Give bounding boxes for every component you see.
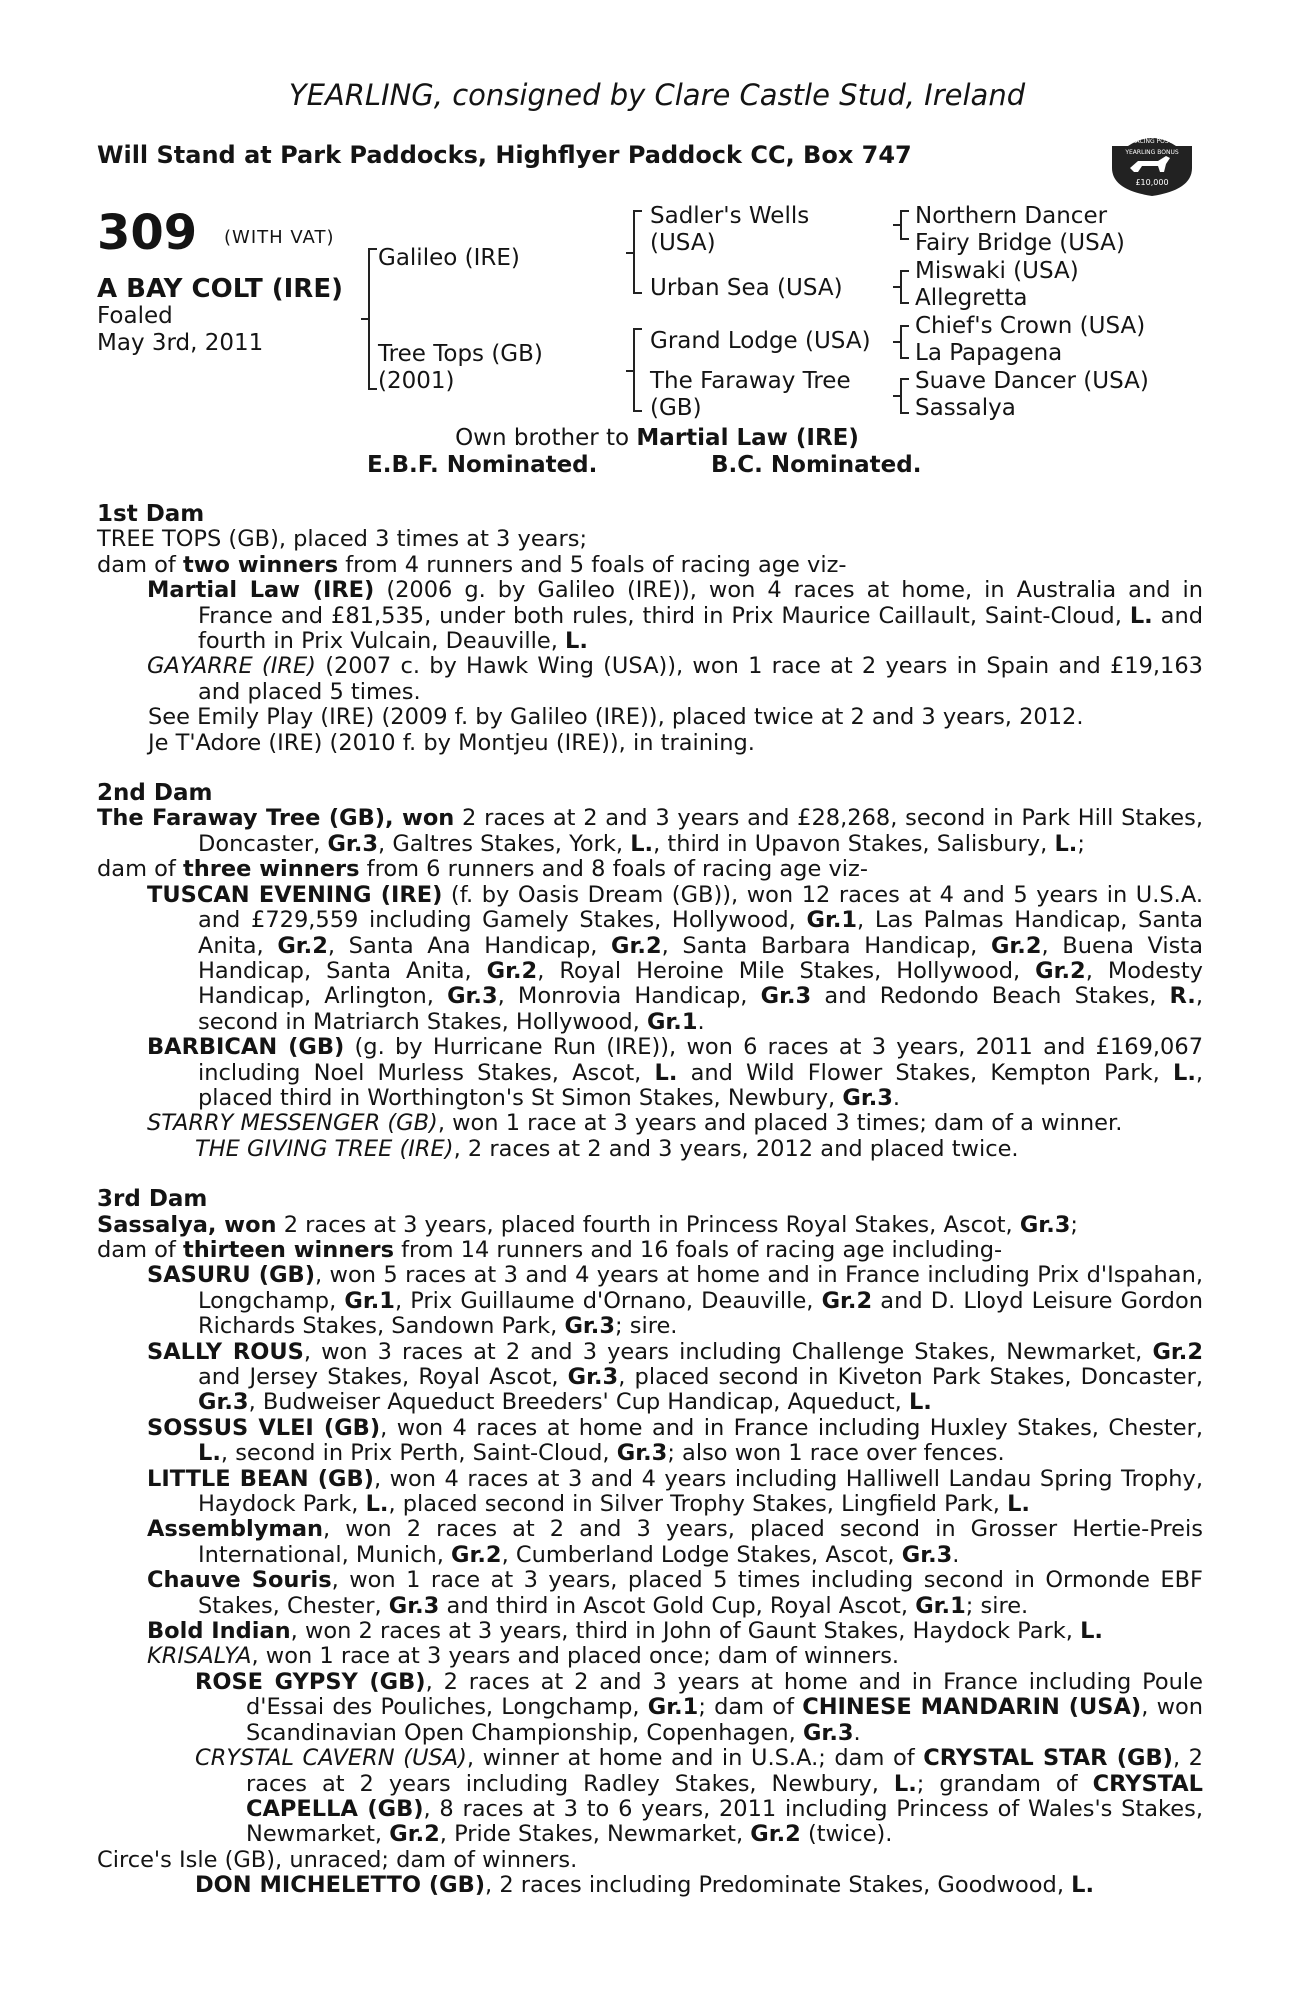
brace-g1 bbox=[900, 210, 902, 240]
first-dam-line: TREE TOPS (GB), placed 3 times at 3 years; bbox=[97, 526, 588, 553]
second-dam-line: The Faraway Tree (GB), won 2 races at 2 and 3 years and £28,268, second in Park Hill Stakes, Doncaster, Gr.3, Galtres Stakes, York, L., third in Upavon Stakes, Salisbury, L.; bbox=[97, 805, 1203, 857]
pedigree-brace-sire bbox=[633, 210, 635, 294]
gg-sire-dam-sire: Miswaki (USA) bbox=[915, 258, 1079, 284]
yearling-bonus-logo bbox=[1108, 128, 1196, 198]
sire-sire-name: Sadler's Wells bbox=[650, 203, 810, 229]
stand-location: Will Stand at Park Paddocks, Highflyer Paddock CC, Box 747 bbox=[97, 141, 912, 169]
catalogue-body bbox=[97, 502, 1203, 1899]
foaled-date: May 3rd, 2011 bbox=[97, 330, 264, 356]
lot-number: 309 bbox=[97, 205, 198, 261]
produce-barbican: BARBICAN (GB) (g. by Hurricane Run (IRE)), won 6 races at 3 years, 2011 and £169,067 including Noel Murless Stakes, Ascot, L. and Wild Flower Stakes, Kempton Park, L., placed third in Worthington's St Simon Stakes, Newbury, Gr.3. bbox=[147, 1034, 1204, 1111]
first-dam-produce-line: dam of two winners from 4 runners and 5 foals of racing age viz- bbox=[97, 551, 847, 578]
pedigree-brace-main bbox=[368, 248, 370, 390]
dam-name: Tree Tops (GB) bbox=[378, 341, 543, 367]
produce-little-bean: LITTLE BEAN (GB), won 4 races at 3 and 4 years including Halliwell Landau Spring Trophy, Haydock Park, L., placed second in Silver Trophy Stakes, Lingfield Park, L. bbox=[147, 1465, 1203, 1518]
dam-dam bbox=[650, 368, 851, 422]
gg-dam-dam-sire: Suave Dancer (USA) bbox=[915, 368, 1149, 394]
produce-circes-isle: Circe's Isle (GB), unraced; dam of winners. bbox=[97, 1846, 578, 1873]
ebf-nomination: E.B.F. Nominated. bbox=[367, 452, 598, 478]
consignment-line: YEARLING, consigned by Clare Castle Stud, Ireland bbox=[288, 78, 1026, 112]
gg-sire-dam-dam: Allegretta bbox=[915, 285, 1028, 311]
horse-name: A BAY COLT (IRE) bbox=[97, 274, 343, 304]
foaled-label: Foaled bbox=[97, 303, 173, 329]
produce-sossus-vlei: SOSSUS VLEI (GB), won 4 races at home and in France including Huxley Stakes, Chester, L., second in Prix Perth, Saint-Cloud, Gr.3; also won 1 race over fences. bbox=[147, 1414, 1203, 1467]
dam bbox=[378, 341, 543, 395]
third-dam-heading: 3rd Dam bbox=[97, 1186, 208, 1213]
produce-chauve-souris: Chauve Souris, won 1 race at 3 years, placed 5 times including second in Ormonde EBF Stakes, Chester, Gr.3 and third in Ascot Gold Cup, Royal Ascot, Gr.1; sire. bbox=[147, 1567, 1203, 1619]
produce-the-giving-tree: THE GIVING TREE (IRE), 2 races at 2 and 3 years, 2012 and placed twice. bbox=[195, 1135, 1019, 1162]
gg-sire-sire-dam: Fairy Bridge (USA) bbox=[915, 230, 1125, 256]
own-brother-note bbox=[0, 425, 1314, 451]
sire: Galileo (IRE) bbox=[378, 245, 520, 271]
gg-sire-sire-sire: Northern Dancer bbox=[915, 203, 1108, 229]
dam-year: (2001) bbox=[378, 368, 455, 394]
produce-krisalya: KRISALYA, won 1 race at 3 years and placed once; dam of winners. bbox=[147, 1643, 900, 1670]
dam-sire: Grand Lodge (USA) bbox=[650, 328, 871, 354]
produce-gayarre: GAYARRE (IRE) (2007 c. by Hawk Wing (USA)), won 1 race at 2 years in Spain and £19,163 and placed 5 times. bbox=[147, 653, 1203, 705]
produce-sasuru: SASURU (GB), won 5 races at 3 and 4 years at home and in France including Prix d'Ispahan, Longchamp, Gr.1, Prix Guillaume d'Ornano, Deauville, Gr.2 and D. Lloyd Leisure Gordon Richards Stakes, Sandown Park, Gr.3; sire. bbox=[147, 1262, 1203, 1340]
produce-assemblyman: Assemblyman, won 2 races at 2 and 3 years, placed second in Grosser Hertie-Preis International, Munich, Gr.2, Cumberland Lodge Stakes, Ascot, Gr.3. bbox=[147, 1516, 1203, 1568]
sire-sire-origin: (USA) bbox=[650, 230, 716, 256]
produce-rose-gypsy: ROSE GYPSY (GB), 2 races at 2 and 3 years at home and in France including Poule d'Essai des Pouliches, Longchamp, Gr.1; dam of CHINESE MANDARIN (USA), won Scandinavian Open Championship, Copenhagen, Gr.3. bbox=[195, 1668, 1204, 1746]
brace-g3 bbox=[900, 325, 902, 359]
logo-text-top: RACING POST bbox=[1131, 138, 1173, 145]
gg-dam-sire-sire: Chief's Crown (USA) bbox=[915, 313, 1146, 339]
produce-crystal-cavern: CRYSTAL CAVERN (USA), winner at home and in U.S.A.; dam of CRYSTAL STAR (GB), 2 races at 2 years including Radley Stakes, Newbury, L.; grandam of CRYSTAL CAPELLA (GB), 8 races at 3 to 6 years, 2011 including Princess of Wales's Stakes, Newmarket, Gr.2, Pride Stakes, Newmarket, Gr.2 (twice). bbox=[195, 1745, 1204, 1848]
brace-g4 bbox=[900, 378, 902, 414]
produce-sally-rous: SALLY ROUS, won 3 races at 2 and 3 years including Challenge Stakes, Newmarket, Gr.2 and Jersey Stakes, Royal Ascot, Gr.3, placed second in Kiveton Park Stakes, Doncaster, Gr.3, Budweiser Aqueduct Breeders' Cup Handicap, Aqueduct, L. bbox=[147, 1338, 1204, 1416]
brace-g2 bbox=[900, 270, 902, 304]
sire-sire bbox=[650, 203, 809, 257]
dam-dam-origin: (GB) bbox=[650, 395, 702, 421]
produce-don-micheletto: DON MICHELETTO (GB), 2 races including Predominate Stakes, Goodwood, L. bbox=[195, 1872, 1095, 1899]
own-brother-name: Martial Law (IRE) bbox=[636, 425, 859, 451]
produce-starry-messenger: STARRY MESSENGER (GB), won 1 race at 3 years and placed 3 times; dam of a winner. bbox=[147, 1110, 1123, 1137]
produce-bold-indian: Bold Indian, won 2 races at 3 years, third in John of Gaunt Stakes, Haydock Park, L. bbox=[147, 1618, 1103, 1645]
dam-dam-name: The Faraway Tree bbox=[650, 368, 851, 394]
logo-text-bottom: £10,000 bbox=[1135, 178, 1169, 187]
produce-tuscan-evening: TUSCAN EVENING (IRE) (f. by Oasis Dream (GB)), won 12 races at 4 and 5 years in U.S.A. and £729,559 including Gamely Stakes, Hollywood, Gr.1, Las Palmas Handicap, Santa Anita, Gr.2, Santa Ana Handicap, Gr.2, Santa Barbara Handicap, Gr.2, Buena Vista Handicap, Santa Anita, Gr.2, Royal Heroine Mile Stakes, Hollywood, Gr.2, Modesty Handicap, Arlington, Gr.3, Monrovia Handicap, Gr.3 and Redondo Beach Stakes, R., second in Matriarch Stakes, Hollywood, Gr.1. bbox=[147, 881, 1203, 1035]
logo-text-mid: YEARLING BONUS bbox=[1125, 149, 1179, 156]
pedigree-brace-dam bbox=[633, 328, 635, 412]
third-dam-line: Sassalya, won 2 races at 3 years, placed fourth in Princess Royal Stakes, Ascot, Gr.3; bbox=[97, 1211, 1078, 1238]
produce-je-tadore: Je T'Adore (IRE) (2010 f. by Montjeu (IRE)), in training. bbox=[148, 729, 755, 756]
produce-see-emily-play: See Emily Play (IRE) (2009 f. by Galileo (IRE)), placed twice at 2 and 3 years, 2012. bbox=[148, 704, 1084, 731]
foaled-info bbox=[97, 303, 263, 357]
third-dam-produce-line: dam of thirteen winners from 14 runners and 16 foals of racing age including- bbox=[97, 1236, 1003, 1263]
produce-martial-law: Martial Law (IRE) (2006 g. by Galileo (IRE)), won 4 races at home, in Australia and in France and £81,535, under both rules, third in Prix Maurice Caillault, Saint-Cloud, L. and fourth in Prix Vulcain, Deauville, L. bbox=[147, 577, 1204, 655]
gg-dam-dam-dam: Sassalya bbox=[915, 395, 1016, 421]
second-dam-heading: 2nd Dam bbox=[97, 780, 213, 807]
bc-nomination: B.C. Nominated. bbox=[711, 452, 922, 478]
vat-note: (WITH VAT) bbox=[224, 227, 335, 248]
sire-dam: Urban Sea (USA) bbox=[650, 275, 843, 301]
first-dam-heading: 1st Dam bbox=[97, 501, 205, 527]
own-brother-prefix: Own brother to bbox=[455, 425, 630, 451]
second-dam-produce-line: dam of three winners from 6 runners and 8 foals of racing age viz- bbox=[97, 856, 868, 883]
gg-dam-sire-dam: La Papagena bbox=[915, 340, 1063, 366]
